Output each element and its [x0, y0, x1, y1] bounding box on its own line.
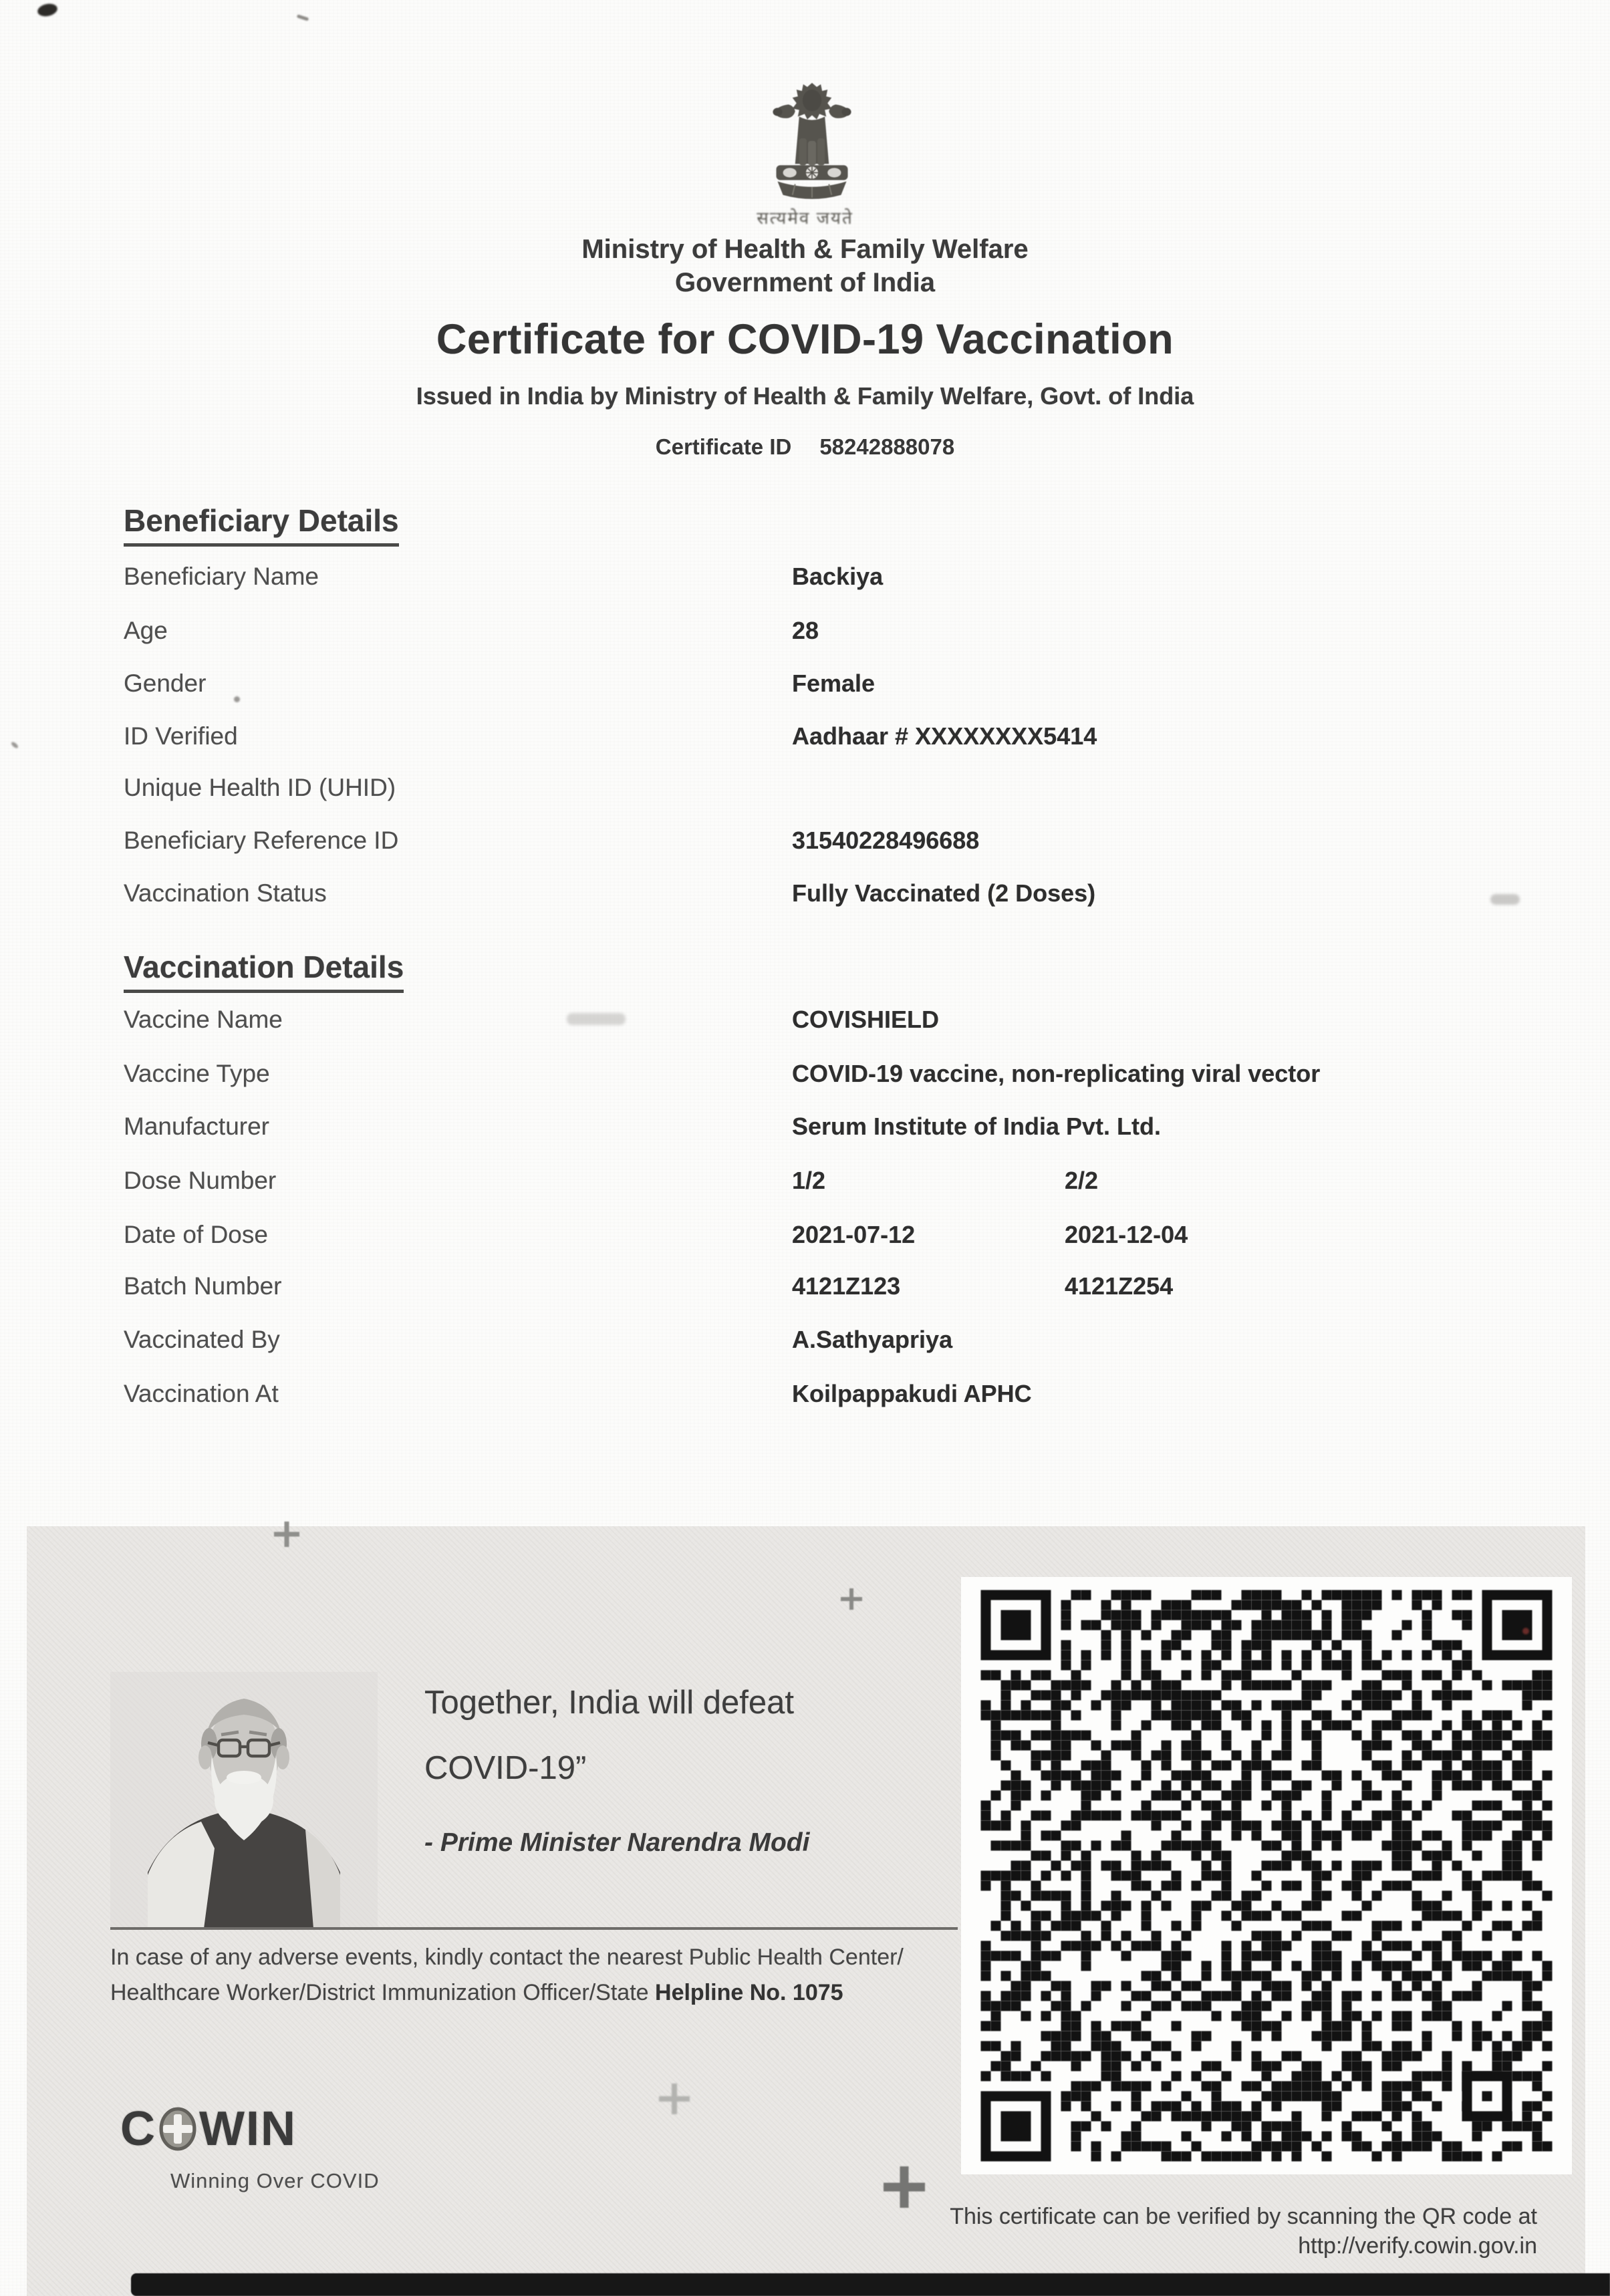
scan-artifact — [1522, 1628, 1529, 1634]
row-value: A.Sathyapriya — [792, 1326, 953, 1353]
adverse-events-line-1: In case of any adverse events, kindly contact the nearest Public Health Center/ — [110, 1945, 904, 1970]
quote-line-1: Together, India will defeat — [424, 1685, 794, 1721]
government-line: Government of India — [675, 268, 935, 297]
dose-2-batch: 4121Z254 — [1065, 1272, 1174, 1300]
row-label: Date of Dose — [124, 1221, 268, 1248]
row-label: Age — [124, 617, 168, 644]
cowin-banner — [27, 1526, 1585, 2296]
dose-2-date: 2021-12-04 — [1065, 1221, 1188, 1248]
certificate-id-label: Certificate ID — [655, 434, 792, 459]
row-value: Fully Vaccinated (2 Doses) — [792, 879, 1096, 907]
pm-modi-portrait — [110, 1672, 378, 1928]
row-label: Manufacturer — [124, 1113, 269, 1140]
table-row — [0, 827, 1610, 867]
row-label: Gender — [124, 670, 207, 697]
adverse-events-text: Healthcare Worker/District Immunization Officer/State — [110, 1980, 656, 2005]
cowin-logo-win: WIN — [199, 2102, 297, 2156]
row-label: Beneficiary Reference ID — [124, 827, 399, 854]
quote-line-2: COVID-19” — [424, 1750, 587, 1786]
row-label: Vaccination Status — [124, 879, 327, 907]
ministry-line: Ministry of Health & Family Welfare — [581, 235, 1029, 264]
row-value: Serum Institute of India Pvt. Ltd. — [792, 1113, 1162, 1140]
adverse-events-line-2 — [110, 1980, 843, 2006]
table-row — [0, 1326, 1610, 1366]
cowin-logo — [120, 2102, 297, 2156]
registration-mark-icon — [659, 2084, 690, 2114]
certificate-title: Certificate for COVID-19 Vaccination — [436, 316, 1174, 363]
row-value: Female — [792, 670, 876, 697]
row-label: Dose Number — [124, 1167, 277, 1194]
row-value: Backiya — [792, 563, 884, 590]
row-value: 31540228496688 — [792, 827, 980, 854]
table-row — [0, 1060, 1610, 1100]
table-row — [0, 563, 1610, 603]
table-row — [0, 1006, 1610, 1046]
dose-1-batch: 4121Z123 — [792, 1272, 901, 1300]
vaccination-details-heading: Vaccination Details — [124, 949, 404, 993]
row-label: Beneficiary Name — [124, 563, 319, 590]
table-row — [0, 1167, 1610, 1207]
registration-mark-icon — [274, 1522, 299, 1547]
row-label: Vaccine Type — [124, 1060, 270, 1087]
ashoka-emblem-icon — [766, 79, 858, 214]
dose-2-value: 2/2 — [1065, 1167, 1099, 1194]
dose-1-date: 2021-07-12 — [792, 1221, 916, 1248]
scan-edge-bar — [131, 2273, 1610, 2296]
verify-text-line-1: This certificate can be verified by scanning the QR code at — [950, 2204, 1537, 2229]
certificate-id-value: 58242888078 — [819, 434, 955, 459]
table-row — [0, 722, 1610, 762]
beneficiary-details-heading: Beneficiary Details — [124, 503, 399, 547]
row-value: Koilpappakudi APHC — [792, 1380, 1032, 1407]
qr-code — [976, 1585, 1557, 2166]
dose-1-value: 1/2 — [792, 1167, 826, 1194]
row-label: Unique Health ID (UHID) — [124, 774, 396, 801]
certificate-subtitle: Issued in India by Ministry of Health & Family Welfare, Govt. of India — [416, 382, 1194, 410]
verify-url: http://verify.cowin.gov.in — [1298, 2233, 1537, 2259]
table-row — [0, 1221, 1610, 1261]
row-value: 28 — [792, 617, 819, 644]
row-value: COVID-19 vaccine, non-replicating viral vector — [792, 1060, 1321, 1087]
row-value: Aadhaar # XXXXXXXX5414 — [792, 722, 1097, 750]
row-label: ID Verified — [124, 722, 238, 750]
row-label: Vaccine Name — [124, 1006, 283, 1033]
table-row — [0, 1113, 1610, 1153]
quote-attribution: - Prime Minister Narendra Modi — [424, 1828, 810, 1857]
table-row — [0, 1272, 1610, 1312]
row-label: Vaccination At — [124, 1380, 279, 1407]
table-row — [0, 617, 1610, 657]
cowin-logo-cross-icon — [158, 2106, 197, 2152]
registration-mark-icon — [884, 2166, 925, 2208]
cowin-tagline: Winning Over COVID — [170, 2169, 380, 2192]
row-value: COVISHIELD — [792, 1006, 940, 1033]
emblem-motto: सत्यमेव जयते — [757, 208, 853, 228]
table-row — [0, 774, 1610, 814]
qr-code-panel — [961, 1577, 1572, 2174]
row-label: Batch Number — [124, 1272, 282, 1300]
table-row — [0, 879, 1610, 919]
certificate-id-row — [0, 434, 1610, 460]
row-label: Vaccinated By — [124, 1326, 280, 1353]
cowin-logo-c: C — [120, 2102, 156, 2156]
registration-mark-icon — [841, 1588, 862, 1610]
table-row — [0, 1380, 1610, 1420]
table-row — [0, 670, 1610, 710]
scan-artifact — [36, 2, 58, 18]
scan-artifact — [297, 14, 309, 21]
divider-line — [110, 1927, 958, 1930]
helpline-number: Helpline No. 1075 — [655, 1980, 843, 2005]
